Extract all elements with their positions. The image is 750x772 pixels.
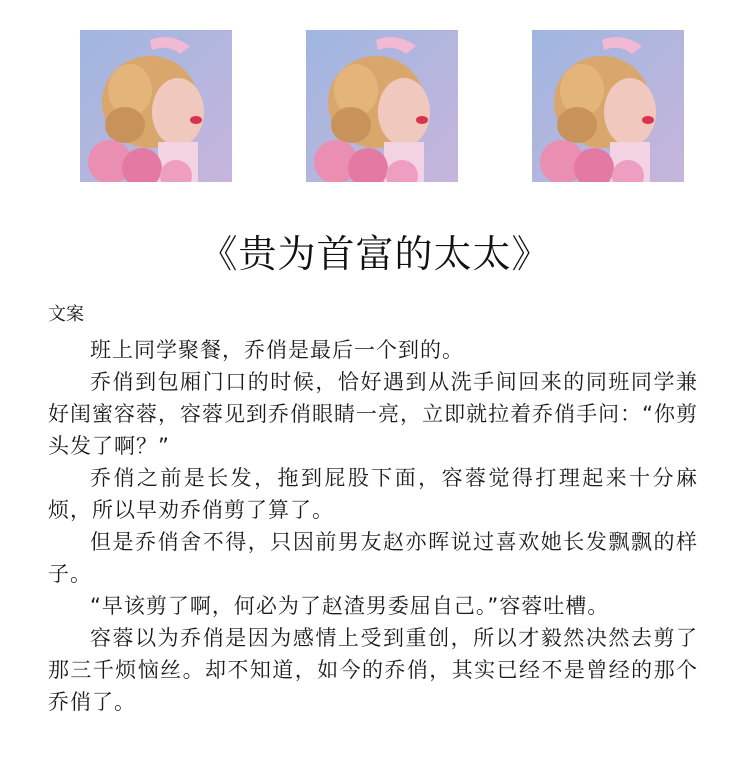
article-body [48, 334, 698, 718]
paragraph: 乔俏之前是长发，拖到屁股下面，容蓉觉得打理起来十分麻烦，所以早劝乔俏剪了算了。 [48, 466, 698, 522]
paragraph: 但是乔俏舍不得，只因前男友赵亦晖说过喜欢她长发飘飘的样子。 [48, 530, 698, 586]
page-title: 《贵为首富的太太》 [199, 232, 551, 276]
paragraph: 乔俏到包厢门口的时候，恰好遇到从洗手间回来的同班同学兼好闺蜜容蓉，容蓉见到乔俏眼睛一亮，立即就拉着乔俏手问：“你剪头发了啊？” [48, 370, 698, 458]
section-label: 文案 [48, 304, 84, 325]
paragraph: “早该剪了啊，何必为了赵渣男委屈自己。”容蓉吐槽。 [90, 594, 610, 618]
portrait-row [0, 30, 750, 182]
portrait-image [532, 30, 684, 182]
paragraph: 班上同学聚餐，乔俏是最后一个到的。 [90, 338, 464, 362]
portrait-image [306, 30, 458, 182]
portrait-image [80, 30, 232, 182]
paragraph: 容蓉以为乔俏是因为感情上受到重创，所以才毅然决然去剪了那三千烦恼丝。却不知道，如今的乔俏，其实已经不是曾经的那个乔俏了。 [48, 626, 698, 714]
